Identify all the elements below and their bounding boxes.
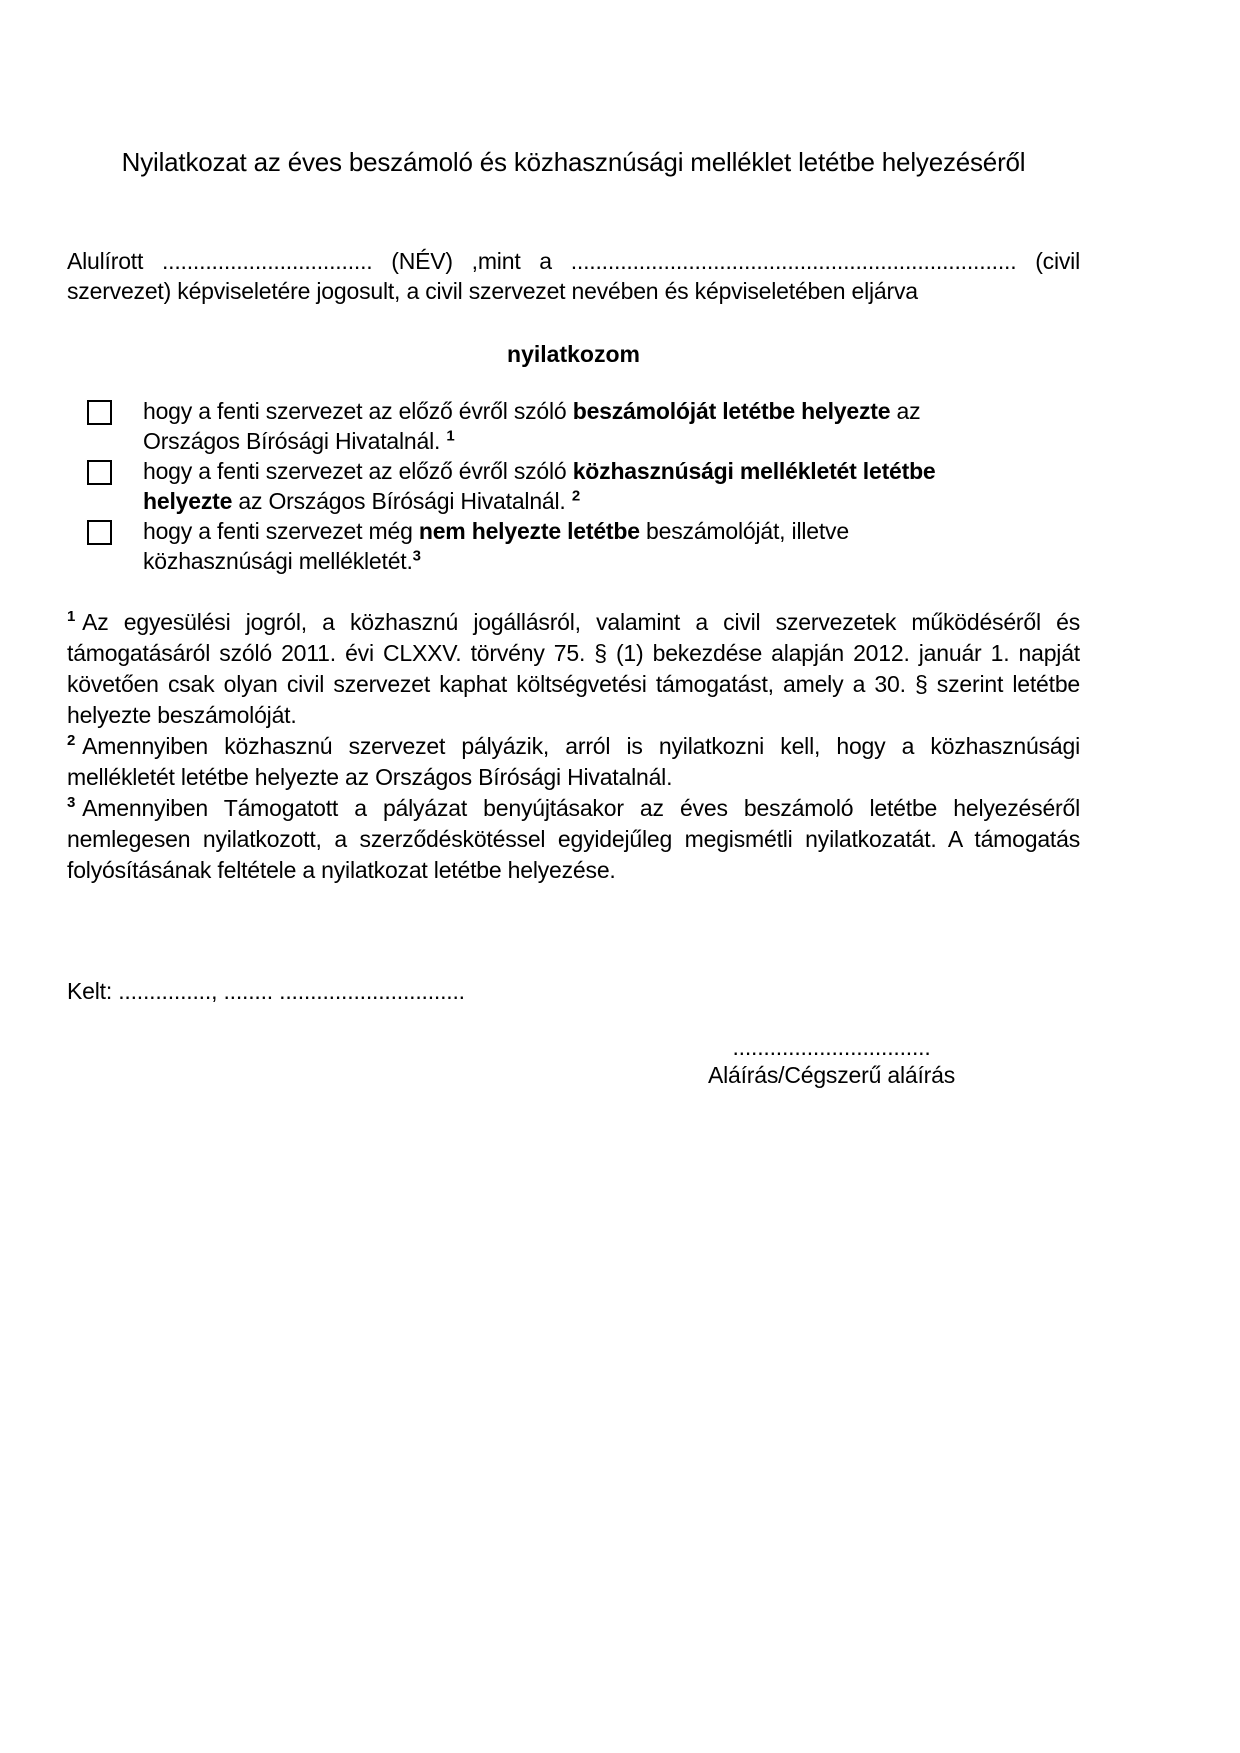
footnote-3 — [67, 793, 1080, 886]
footnote-1-text: Az egyesülési jogról, a közhasznú jogállásról, valamint a civil szervezetek működéséről és támogatásáról szóló 2011. évi CLXXV. törvény 75. § (1) bekezdése alapján 2012. január 1. napját követően csak olyan civil szervezet kaphat költségvetési támogatást, amely a 30. § szerint letétbe helyezte beszámolóját. — [67, 609, 1080, 728]
declaration-item-3 — [67, 516, 1080, 576]
footnote-ref-3: 3 — [412, 547, 421, 565]
intro-name-hint: (NÉV) ,mint a — [372, 248, 571, 274]
footnote-1-marker: 1 — [67, 608, 76, 626]
declaration-heading: nyilatkozom — [507, 341, 640, 367]
checkbox-not-deposited[interactable] — [87, 520, 112, 545]
decl-1-seg-1: hogy a fenti szervezet az előző évről szóló — [143, 398, 573, 424]
declaration-text-2 — [143, 456, 1080, 516]
footnote-ref-1: 1 — [446, 427, 455, 445]
decl-1-seg-4: Országos Bírósági Hivatalnál. — [143, 428, 447, 454]
signature-block — [659, 1034, 1004, 1090]
decl-3-seg-3: beszámolóját, illetve — [639, 518, 849, 544]
date-line: Kelt: ..............., ........ .............................. — [67, 978, 465, 1004]
checkbox-report-deposited[interactable] — [87, 400, 112, 425]
intro-paragraph — [67, 246, 1080, 306]
decl-2-seg-2: közhasznúsági mellékletét letétbe — [572, 458, 936, 484]
organization-blank-field: ........................................................................ — [570, 248, 1017, 274]
footnote-2 — [67, 731, 1080, 793]
footnote-2-text: Amennyiben közhasznú szervezet pályázik, arról is nyilatkozni kell, hogy a közhasznúsági mellékletét letétbe helyezte az Országos Bírósági Hivatalnál. — [67, 733, 1080, 790]
name-blank-field: .................................. — [161, 248, 373, 274]
declaration-item-2 — [67, 456, 1080, 516]
document-content — [67, 0, 1080, 1090]
decl-2-seg-3: helyezte — [143, 488, 233, 514]
checkbox-annex-deposited[interactable] — [87, 460, 112, 485]
declaration-text-1 — [143, 396, 1080, 456]
decl-3-seg-2: nem helyezte letétbe — [418, 518, 640, 544]
footnote-1 — [67, 607, 1080, 731]
decl-1-seg-3: az — [890, 398, 921, 424]
declaration-list — [67, 396, 1080, 576]
declaration-text-3 — [143, 516, 1080, 576]
document-title: Nyilatkozat az éves beszámoló és közhasznúsági melléklet letétbe helyezéséről — [121, 147, 1026, 177]
intro-suffix: (civil szervezet) képviseletére jogosult, a civil szervezet nevében és képviseletében eljárva — [67, 248, 1080, 304]
decl-3-seg-1: hogy a fenti szervezet még — [143, 518, 419, 544]
intro-prefix: Alulírott — [67, 248, 162, 274]
footnote-ref-2: 2 — [571, 487, 580, 505]
decl-1-seg-2: beszámolóját letétbe helyezte — [572, 398, 891, 424]
signature-line: ................................ — [732, 1034, 931, 1060]
decl-3-seg-4: közhasznúsági mellékletét. — [143, 548, 413, 574]
signature-label: Aláírás/Cégszerű aláírás — [707, 1062, 956, 1088]
declaration-item-1 — [67, 396, 1080, 456]
footnote-2-marker: 2 — [67, 732, 76, 750]
footnote-3-text: Amennyiben Támogatott a pályázat benyújtásakor az éves beszámoló letétbe helyezéséről nemlegesen nyilatkozott, a szerződéskötéssel egyidejűleg megismétli nyilatkozatát. A támogatás folyósításának feltétele a nyilatkozat letétbe helyezése. — [67, 795, 1080, 883]
footnotes-section — [67, 607, 1080, 886]
decl-2-seg-4: az Országos Bírósági Hivatalnál. — [232, 488, 572, 514]
footnote-3-marker: 3 — [67, 794, 76, 812]
decl-2-seg-1: hogy a fenti szervezet az előző évről szóló — [143, 458, 573, 484]
